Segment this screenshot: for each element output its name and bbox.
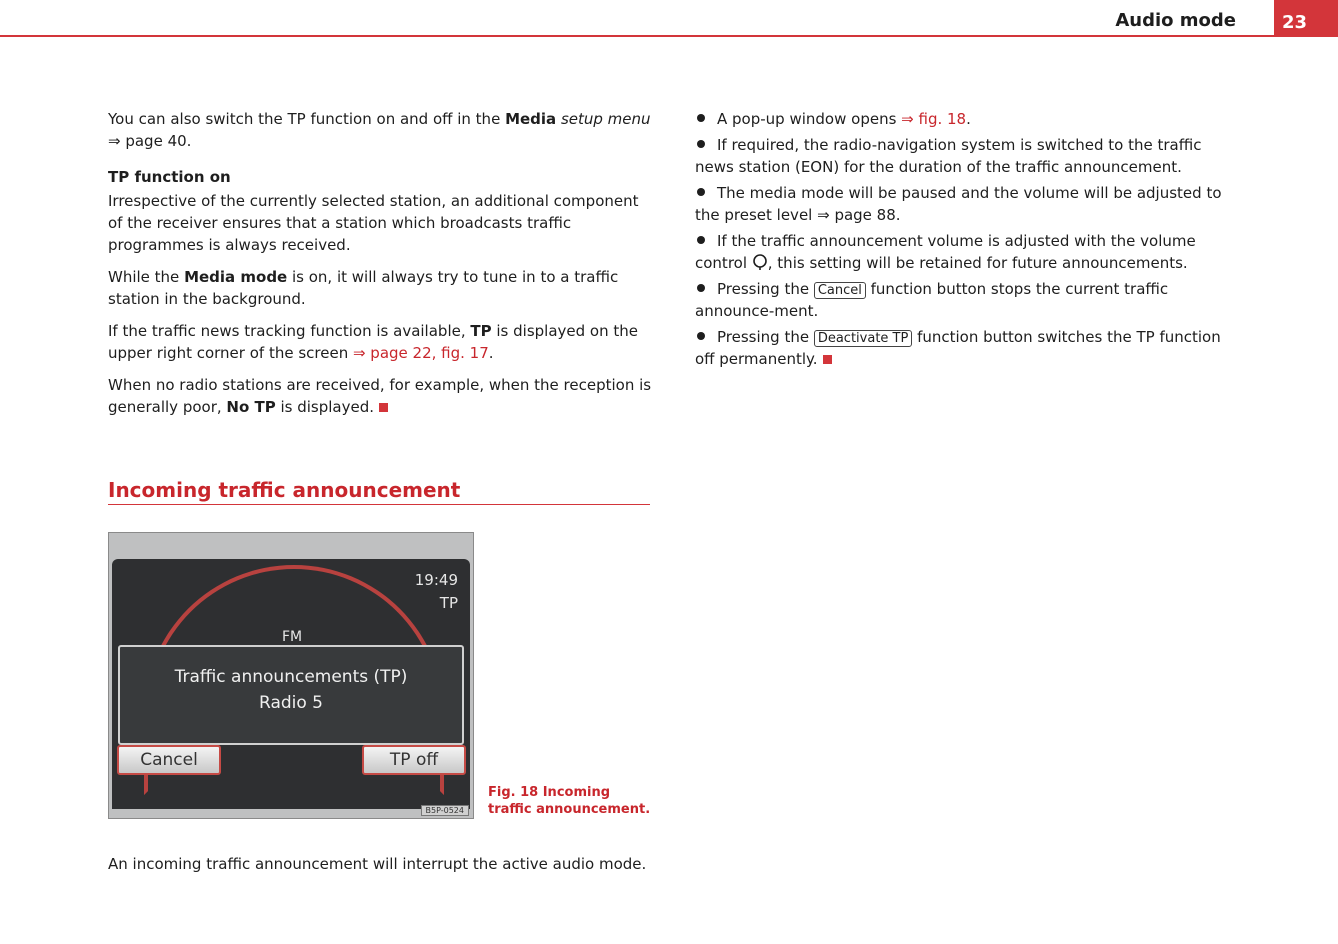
header-rule bbox=[0, 35, 1338, 37]
right-column bbox=[695, 108, 1235, 374]
popup-window bbox=[118, 645, 464, 745]
paragraph-no-tp: When no radio stations are received, for example, when the reception is generally poor, No TP is displayed. bbox=[108, 376, 652, 416]
paragraph-setup-menu: You can also switch the TP function on and off in the Media setup menu ⇒ page 40. bbox=[108, 110, 651, 150]
bullet-icon bbox=[697, 140, 705, 148]
screen-cancel-button[interactable]: Cancel bbox=[117, 745, 221, 775]
paragraph-interrupt: An incoming traffic announcement will interrupt the active audio mode. bbox=[108, 855, 647, 873]
section-heading: Incoming traffic announcement bbox=[108, 478, 650, 505]
link-fig-18[interactable]: ⇒ fig. 18 bbox=[901, 110, 967, 128]
figure-traffic-announcement bbox=[108, 532, 474, 819]
chapter-title: Audio mode bbox=[1115, 10, 1236, 31]
left-column bbox=[108, 108, 653, 428]
bullet-eon: If required, the radio-navigation system is switched to the traffic news station (EON) for the duration of the traffic announcement. bbox=[695, 136, 1202, 176]
end-marker-icon bbox=[823, 355, 832, 364]
deactivate-tp-key-label: Deactivate TP bbox=[814, 330, 913, 347]
popup-station: Radio 5 bbox=[259, 693, 323, 713]
figure-code: B5P-0524 bbox=[421, 805, 469, 816]
bullet-volume: If the traffic announcement volume is adjusted with the volume control , this setting will be retained for future announcements. bbox=[695, 232, 1196, 272]
page-number: 23 bbox=[1274, 0, 1338, 37]
bullet-popup: A pop-up window opens ⇒ fig. 18. bbox=[695, 108, 1235, 130]
screen-tp-indicator: TP bbox=[439, 594, 458, 612]
screen-tp-off-button[interactable]: TP off bbox=[362, 745, 466, 775]
radio-screen bbox=[112, 559, 470, 809]
screen-clock: 19:49 bbox=[414, 571, 458, 589]
bullet-icon bbox=[697, 284, 705, 292]
figure-caption: Fig. 18 Incoming traffic announcement. bbox=[488, 785, 651, 817]
bullet-deactivate: Pressing the Deactivate TP function button switches the TP function off permanently. bbox=[695, 328, 1221, 368]
bullet-media-paused: The media mode will be paused and the volume will be adjusted to the preset level ⇒ page 88. bbox=[695, 184, 1222, 224]
popup-title: Traffic announcements (TP) bbox=[174, 667, 408, 687]
paragraph-irrespective: Irrespective of the currently selected station, an additional component of the receiver ensures that a station which broadcasts traffic programmes is always received. bbox=[108, 192, 639, 254]
paragraph-media-mode: While the Media mode is on, it will always try to tune in to a traffic station in the background. bbox=[108, 268, 619, 308]
bullet-icon bbox=[697, 236, 705, 244]
link-page-22[interactable]: ⇒ page 22, fig. 17 bbox=[352, 344, 489, 362]
paragraph-tp-displayed: If the traffic news tracking function is available, TP is displayed on the upper right corner of the screen ⇒ page 22, fig. 17. bbox=[108, 322, 638, 362]
bullet-icon bbox=[697, 114, 705, 122]
subheading-tp-function-on: TP function on bbox=[108, 168, 231, 186]
end-marker-icon bbox=[379, 403, 388, 412]
bullet-icon bbox=[697, 188, 705, 196]
bullet-cancel: Pressing the Cancel function button stops the current traffic announce-ment. bbox=[695, 280, 1169, 320]
screen-band: FM bbox=[282, 629, 303, 645]
bullet-icon bbox=[697, 332, 705, 340]
volume-knob-icon bbox=[752, 253, 768, 271]
cancel-key-label: Cancel bbox=[814, 282, 866, 299]
